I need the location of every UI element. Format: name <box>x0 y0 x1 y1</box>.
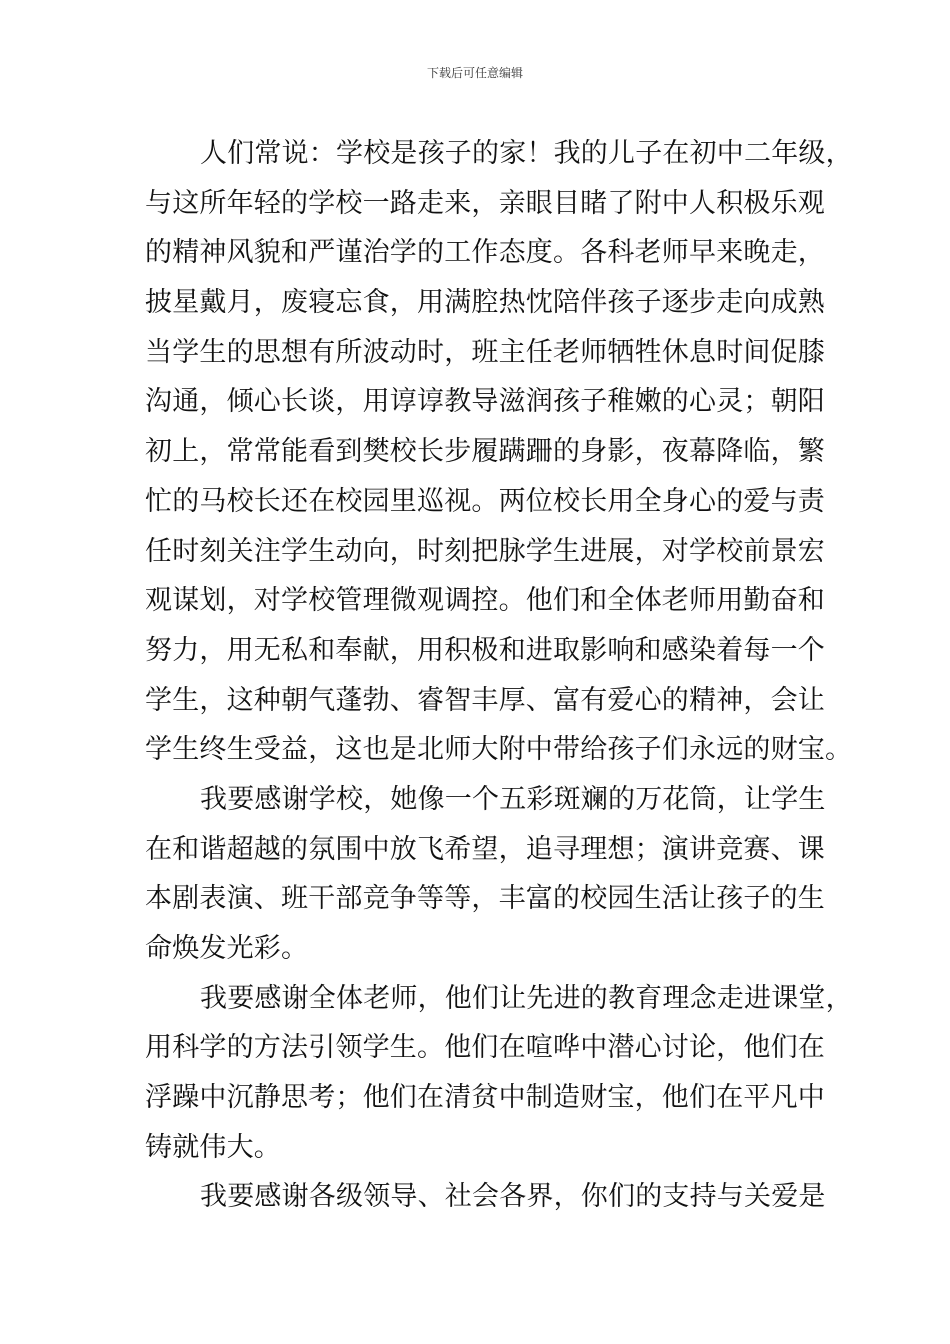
text-line: 学生，这种朝气蓬勃、睿智丰厚、富有爱心的精神，会让 <box>145 684 825 716</box>
text-line: 与这所年轻的学校一路走来，亲眼目睹了附中人积极乐观 <box>145 187 825 219</box>
text-line: 我要感谢各级领导、社会各界，你们的支持与关爱是 <box>200 1181 826 1213</box>
text-line: 披星戴月，废寝忘食，用满腔热忱陪伴孩子逐步走向成熟 <box>145 287 825 319</box>
text-line: 人们常说：学校是孩子的家！我的儿子在初中二年级， <box>200 138 853 169</box>
text-line: 当学生的思想有所波动时，班主任老师牺牲休息时间促膝 <box>145 336 825 368</box>
text-line: 忙的马校长还在校园里巡视。两位校长用全身心的爱与责 <box>145 485 825 517</box>
text-line: 本剧表演、班干部竞争等等，丰富的校园生活让孩子的生 <box>145 883 825 915</box>
text-line: 沟通，倾心长谈，用谆谆教导滋润孩子稚嫩的心灵；朝阳 <box>145 386 825 418</box>
text-line: 学生终生受益，这也是北师大附中带给孩子们永远的财宝。 <box>145 734 853 766</box>
page-header-note: 下载后可任意编辑 <box>426 66 523 80</box>
text-line: 观谋划，对学校管理微观调控。他们和全体老师用勤奋和 <box>145 585 825 617</box>
document-body <box>145 129 853 1222</box>
text-line: 任时刻关注学生动向，时刻把脉学生进展，对学校前景宏 <box>145 535 825 567</box>
text-line: 铸就伟大。 <box>145 1131 281 1163</box>
text-line: 浮躁中沉静思考；他们在清贫中制造财宝，他们在平凡中 <box>145 1082 825 1114</box>
text-line: 我要感谢全体老师，他们让先进的教育理念走进课堂， <box>200 982 853 1014</box>
text-line: 努力，用无私和奉献，用积极和进取影响和感染着每一个 <box>145 634 825 666</box>
text-line: 用科学的方法引领学生。他们在喧哗中潜心讨论，他们在 <box>145 1032 825 1064</box>
text-line: 命焕发光彩。 <box>145 933 309 964</box>
text-line: 初上，常常能看到樊校长步履蹒跚的身影，夜幕降临，繁 <box>145 436 825 468</box>
text-line: 我要感谢学校，她像一个五彩斑斓的万花筒，让学生 <box>200 783 826 815</box>
text-line: 的精神风貌和严谨治学的工作态度。各科老师早来晚走， <box>145 237 825 269</box>
text-line: 在和谐超越的氛围中放飞希望，追寻理想；演讲竞赛、课 <box>145 833 825 865</box>
